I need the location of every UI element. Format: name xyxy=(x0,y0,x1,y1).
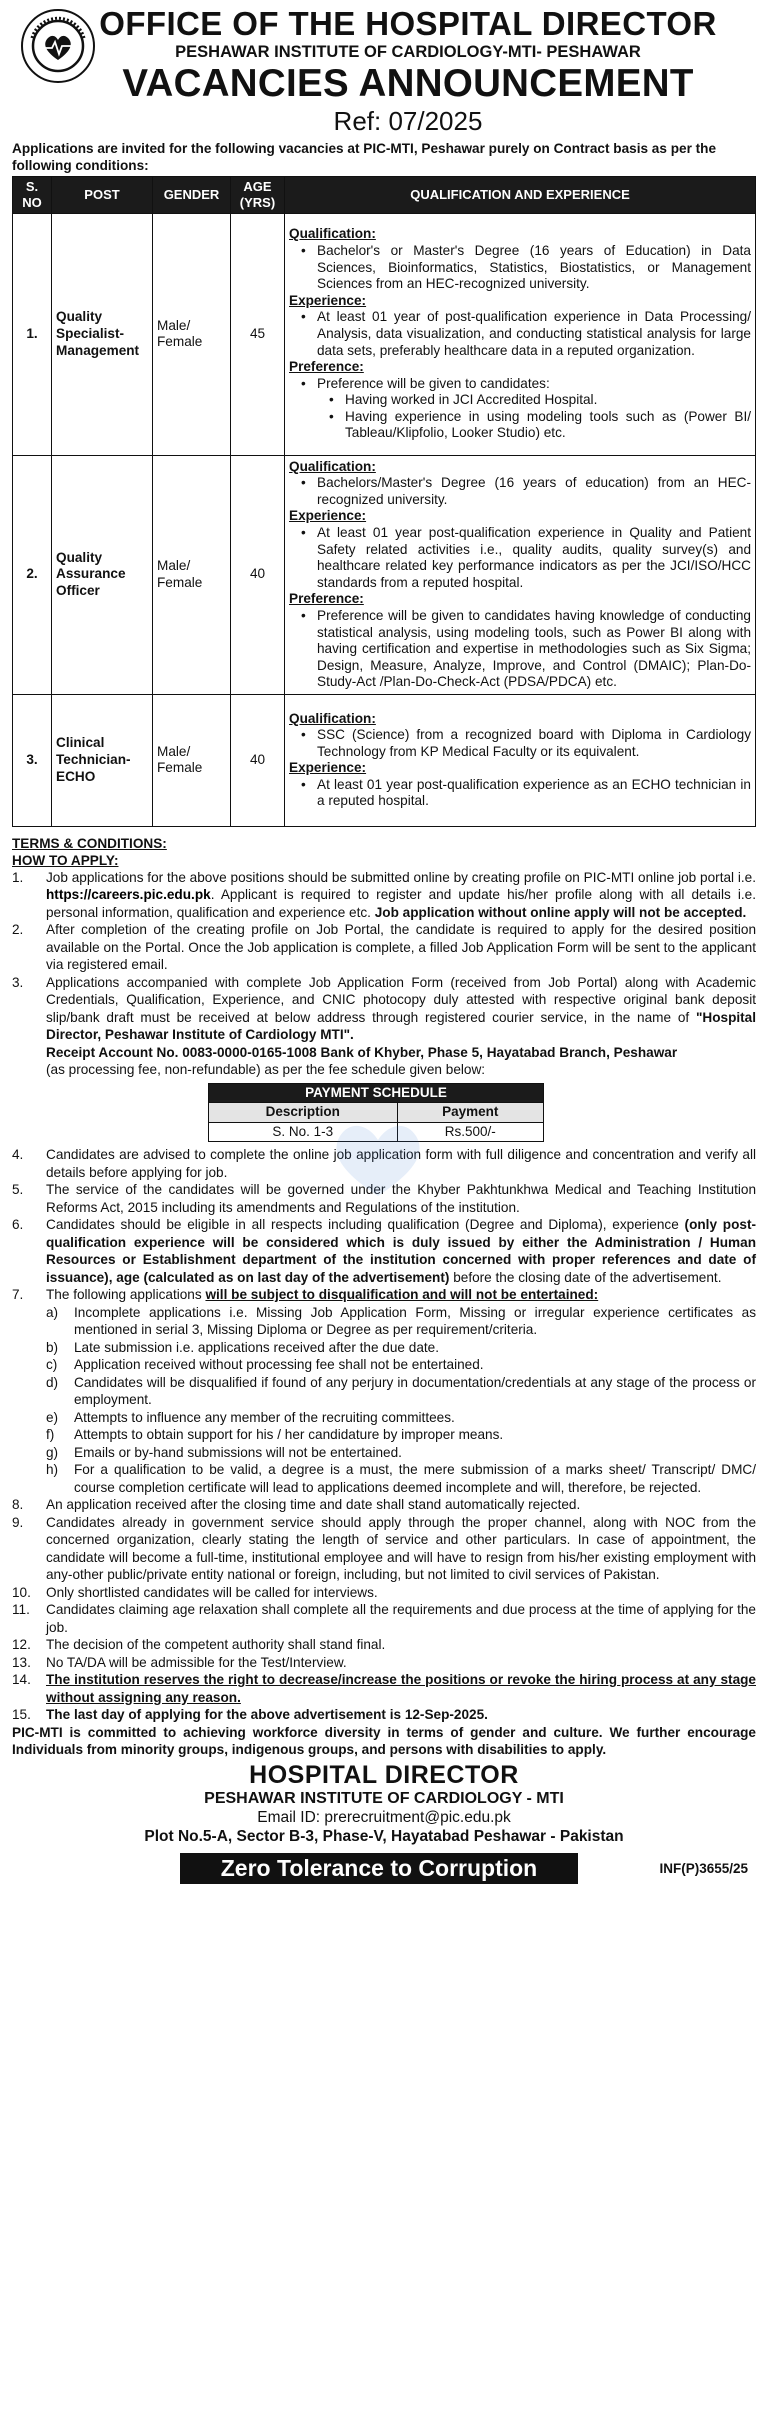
term-text: Candidates already in government service should apply through the proper channel, along with NOC from the concerned organization, clearly stating the length of service and other particulars. In case of appointment, the candidate will become a full-time, institutional employee and will have to resign from his/her existing employment with any-other public/private entity national or foreign, including, but not limited to civil services of Pakistan. xyxy=(46,1514,756,1583)
announcement-title: VACANCIES ANNOUNCEMENT xyxy=(122,62,694,105)
table-row xyxy=(13,455,756,694)
email-link[interactable]: prerecruitment@pic.edu.pk xyxy=(324,1808,511,1826)
term-text: Candidates claiming age relaxation shall complete all the requirements and due process at the time of applying for the job. xyxy=(46,1602,756,1635)
experience-label: Experience: xyxy=(289,292,367,308)
disqualification-list xyxy=(46,1304,756,1497)
term-bold-underline: will be subject to disqualification and will not be entertained: xyxy=(205,1287,599,1303)
term-item xyxy=(12,1216,756,1286)
table-row xyxy=(209,1122,544,1141)
how-to-apply-heading: HOW TO APPLY: xyxy=(12,852,119,868)
fee-note: (as processing fee, non-refundable) as per the fee schedule given below: xyxy=(46,1062,486,1078)
term-item xyxy=(12,1636,756,1654)
list-item xyxy=(46,1339,756,1357)
col-header-payment: Payment xyxy=(397,1103,544,1122)
terms-heading: TERMS & CONDITIONS: xyxy=(12,835,167,851)
sub-text: Application received without processing fee shall not be entertained. xyxy=(74,1357,484,1373)
sub-number: c) xyxy=(46,1357,58,1373)
footer xyxy=(12,1761,756,1847)
row-post: Quality Specialist-Management xyxy=(52,213,153,455)
term-number: 9. xyxy=(12,1514,24,1530)
vacancy-table xyxy=(12,176,756,827)
row-qualification xyxy=(285,455,756,694)
qualification-label: Qualification: xyxy=(289,226,376,242)
term-item xyxy=(12,1286,756,1496)
term-item xyxy=(12,1496,756,1514)
term-text: The decision of the competent authority shall stand final. xyxy=(46,1637,386,1653)
sub-text: Attempts to obtain support for his / her candidature by improper means. xyxy=(74,1427,504,1443)
list-item xyxy=(46,1461,756,1496)
term-number: 15. xyxy=(12,1707,31,1723)
term-number: 14. xyxy=(12,1672,31,1688)
row-qualification xyxy=(285,694,756,826)
sub-number: a) xyxy=(46,1304,59,1320)
payment-amount: Rs.500/- xyxy=(397,1122,544,1141)
term-number: 12. xyxy=(12,1637,31,1653)
sub-number: e) xyxy=(46,1409,59,1425)
term-bold-text: Job application without online apply will not be accepted. xyxy=(374,904,747,920)
list-item xyxy=(46,1374,756,1409)
col-header-age: AGE (YRS) xyxy=(231,177,285,214)
sub-text: Incomplete applications i.e. Missing Job Application Form, Missing or irregular experience certificates as mentioned in serial 3, Missing Diploma or Degree as per requirement/criteria. xyxy=(74,1304,756,1338)
term-item xyxy=(12,921,756,974)
term-text: Only shortlisted candidates will be called for interviews. xyxy=(46,1584,378,1600)
term-item xyxy=(12,1146,756,1181)
receipt-account: Receipt Account No. 0083-0000-0165-1008 Bank of Khyber, Phase 5, Hayatabad Branch, Peshawar xyxy=(46,1044,678,1060)
row-sno: 2. xyxy=(13,455,52,694)
term-item xyxy=(12,1584,756,1602)
reference-number: Ref: 07/2025 xyxy=(333,106,483,136)
zero-tolerance-slogan: Zero Tolerance to Corruption xyxy=(180,1853,578,1884)
term-number: 5. xyxy=(12,1182,24,1198)
preference-label: Preference: xyxy=(289,359,364,375)
list-item: • Bachelors/Master's Degree (16 years of education) from an HEC-recognized university. xyxy=(317,475,751,508)
office-title: OFFICE OF THE HOSPITAL DIRECTOR xyxy=(99,5,717,42)
row-sno: 3. xyxy=(13,694,52,826)
list-item: • SSC (Science) from a recognized board with Diploma in Cardiology Technology from KP Medical Faculty or its equivalent. xyxy=(317,727,751,760)
list-item: • Having experience in using modeling tools such as (Power BI/ Tableau/Klipfolio, Looker Studio) etc. xyxy=(345,409,751,442)
last-date-text: The last day of applying for the above advertisement is 12-Sep-2025. xyxy=(46,1707,488,1723)
term-item xyxy=(12,1601,756,1636)
row-post: Clinical Technician-ECHO xyxy=(52,694,153,826)
list-item: • Preference will be given to candidates: xyxy=(317,376,751,393)
term-text: After completion of the creating profile on Job Portal, the candidate is required to apply for the desired position available on the Portal. Once the Job application is complete, a filled Job Application Form will be sent to the applicant via registered email. xyxy=(46,922,756,973)
list-item xyxy=(46,1426,756,1444)
term-number: 6. xyxy=(12,1217,24,1233)
term-number: 8. xyxy=(12,1497,24,1513)
list-item xyxy=(46,1409,756,1427)
term-number: 2. xyxy=(12,922,24,938)
term-number: 10. xyxy=(12,1584,31,1600)
inf-reference: INF(P)3655/25 xyxy=(659,1860,748,1876)
sub-number: d) xyxy=(46,1374,59,1390)
term-number: 11. xyxy=(12,1602,30,1618)
footer-address: Plot No.5-A, Sector B-3, Phase-V, Hayatabad Peshawar - Pakistan xyxy=(144,1827,624,1845)
row-age: 40 xyxy=(231,694,285,826)
sub-text: Candidates will be disqualified if found of any perjury in documentation/credentials at any stage of the process or employment. xyxy=(74,1374,756,1408)
term-item xyxy=(12,1044,756,1079)
hospital-director-title: HOSPITAL DIRECTOR xyxy=(249,1760,519,1789)
term-number: 1. xyxy=(12,869,24,885)
pic-logo-icon xyxy=(20,8,96,84)
slogan-bar xyxy=(12,1849,756,1889)
list-item: • At least 01 year of post-qualification experience in Data Processing/ Analysis, data visualization, and conducting statistical analysis for large data sets, preferably healthcare data in a reputed organization. xyxy=(317,309,751,359)
row-post: Quality Assurance Officer xyxy=(52,455,153,694)
term-number: 7. xyxy=(12,1287,24,1303)
header xyxy=(12,6,756,174)
sub-text: For a qualification to be valid, a degree is a must, the mere submission of a marks sheet/ Transcript/ DMC/ course completion certificate will lead to applications deemed incomplete and will, therefore, be rejected. xyxy=(74,1462,756,1495)
term-text: . Applicant is required to register and update his/her profile along with all details i.e. personal information, qualification and experience etc. xyxy=(46,887,756,920)
row-qualification xyxy=(285,213,756,455)
footer-institute: PESHAWAR INSTITUTE OF CARDIOLOGY - MTI xyxy=(204,1789,564,1807)
list-item xyxy=(46,1356,756,1374)
term-text: No TA/DA will be admissible for the Test/Interview. xyxy=(46,1654,347,1670)
list-item: • At least 01 year post-qualification experience in Quality and Patient Safety related activities i.e., quality audits, quality survey(s) and healthcare related key performance indicators as per the JCI/ISO/HCC standards from a reputed hospital. xyxy=(317,525,751,591)
term-number: 3. xyxy=(12,974,24,990)
row-gender: Male/ Female xyxy=(153,455,231,694)
term-item xyxy=(12,1706,756,1724)
term-item xyxy=(12,1514,756,1584)
col-header-qualification: QUALIFICATION AND EXPERIENCE xyxy=(285,177,756,214)
table-row xyxy=(13,694,756,826)
term-bold-text: (only post-qualification experience will be considered which is duly issued by either the Administration / Human Resources or Establishment department of the institution concerned with proper references and date of issuance), age (calculated as on last day of the advertisement) xyxy=(46,1217,756,1285)
col-header-description: Description xyxy=(209,1103,398,1122)
row-gender: Male/ Female xyxy=(153,213,231,455)
term-text: Job applications for the above positions should be submitted online by creating profile on PIC-MTI online job portal i.e. xyxy=(46,869,756,885)
payment-description: S. No. 1-3 xyxy=(209,1122,398,1141)
list-item xyxy=(46,1304,756,1339)
term-item xyxy=(12,1654,756,1672)
sub-text: Late submission i.e. applications received after the due date. xyxy=(74,1339,439,1355)
term-text: Applications accompanied with complete Job Application Form (received from Job Portal) along with Academic Credentials, Qualification, Experience, and CNIC photocopy duly attested with respective original bank deposit slip/bank draft must be received at below address through registered courier service, in the name of xyxy=(46,974,756,1025)
payment-schedule-caption: PAYMENT SCHEDULE xyxy=(209,1083,544,1102)
row-sno: 1. xyxy=(13,213,52,455)
qualification-label: Qualification: xyxy=(289,710,376,726)
experience-label: Experience: xyxy=(289,760,367,776)
row-gender: Male/ Female xyxy=(153,694,231,826)
col-header-sno: S. NO xyxy=(13,177,52,214)
term-item xyxy=(12,869,756,922)
term-text: The service of the candidates will be governed under the Khyber Pakhtunkhwa Medical and Teaching Institution Reforms Act, 2015 including its amendments and Regulations of the institution. xyxy=(46,1182,756,1215)
term-bold-underline: The institution reserves the right to decrease/increase the positions or revoke the hiring process at any stage without assigning any reason. xyxy=(46,1672,756,1705)
payee-name: "Hospital Director, Peshawar Institute of Cardiology MTI". xyxy=(46,1009,757,1043)
sub-number: b) xyxy=(46,1339,59,1355)
list-item: • Having worked in JCI Accredited Hospital. xyxy=(345,392,751,409)
payment-schedule-table xyxy=(208,1083,544,1142)
email-label: Email ID: xyxy=(257,1808,321,1826)
institute-name: PESHAWAR INSTITUTE OF CARDIOLOGY-MTI- PESHAWAR xyxy=(175,43,641,61)
footer-email-line xyxy=(12,1808,756,1827)
term-item xyxy=(12,974,756,1044)
table-header-row xyxy=(13,177,756,214)
list-item: • At least 01 year post-qualification experience as an ECHO technician in a reputed hospital. xyxy=(317,777,751,810)
diversity-statement: PIC-MTI is committed to achieving workforce diversity in terms of gender and culture. We further encourage Individuals from minority groups, indigenous groups, and persons with disabilities to apply. xyxy=(12,1724,756,1758)
experience-label: Experience: xyxy=(289,508,367,524)
list-item: • Bachelor's or Master's Degree (16 years of Education) in Data Sciences, Bioinformatics, Statistics, Biostatistics, or Management Sciences from an HEC-recognized university. xyxy=(317,243,751,293)
preference-label: Preference: xyxy=(289,591,364,607)
term-number: 4. xyxy=(12,1147,24,1163)
sub-number: f) xyxy=(46,1427,55,1443)
sub-text: Attempts to influence any member of the recruiting committees. xyxy=(74,1409,455,1425)
term-text: An application received after the closing time and date shall stand automatically rejected. xyxy=(46,1497,581,1513)
term-item xyxy=(12,1181,756,1216)
col-header-gender: GENDER xyxy=(153,177,231,214)
list-item xyxy=(46,1444,756,1462)
intro-text: Applications are invited for the following vacancies at PIC-MTI, Peshawar purely on Contract basis as per the following conditions: xyxy=(12,141,717,173)
term-text: The following applications xyxy=(46,1287,202,1303)
sub-number: g) xyxy=(46,1444,59,1460)
sub-text: Emails or by-hand submissions will not be entertained. xyxy=(74,1444,402,1460)
term-text: Candidates are advised to complete the online job application form with full diligence and concentration and verify all details before applying for job. xyxy=(46,1147,756,1180)
term-text: before the closing date of the advertisement. xyxy=(453,1269,722,1285)
qualification-label: Qualification: xyxy=(289,458,376,474)
term-item xyxy=(12,1671,756,1706)
list-item: • Preference will be given to candidates having knowledge of conducting statistical analysis, using modeling tools, such as Power BI along with having certification and expertise in methodologies such as Six Sigma; Design, Measure, Analyze, Improve, and Control (DMAIC); Plan-Do-Study-Act /Plan-Do-Check-Act (PDSA/PDCA) etc. xyxy=(317,608,751,691)
col-header-post: POST xyxy=(52,177,153,214)
term-number: 13. xyxy=(12,1654,31,1670)
row-age: 45 xyxy=(231,213,285,455)
row-age: 40 xyxy=(231,455,285,694)
table-row xyxy=(13,213,756,455)
careers-portal-link[interactable]: https://careers.pic.edu.pk xyxy=(46,887,211,903)
term-text: Candidates should be eligible in all respects including qualification (Degree and Diploma), experience xyxy=(46,1217,679,1233)
sub-number: h) xyxy=(46,1462,59,1478)
